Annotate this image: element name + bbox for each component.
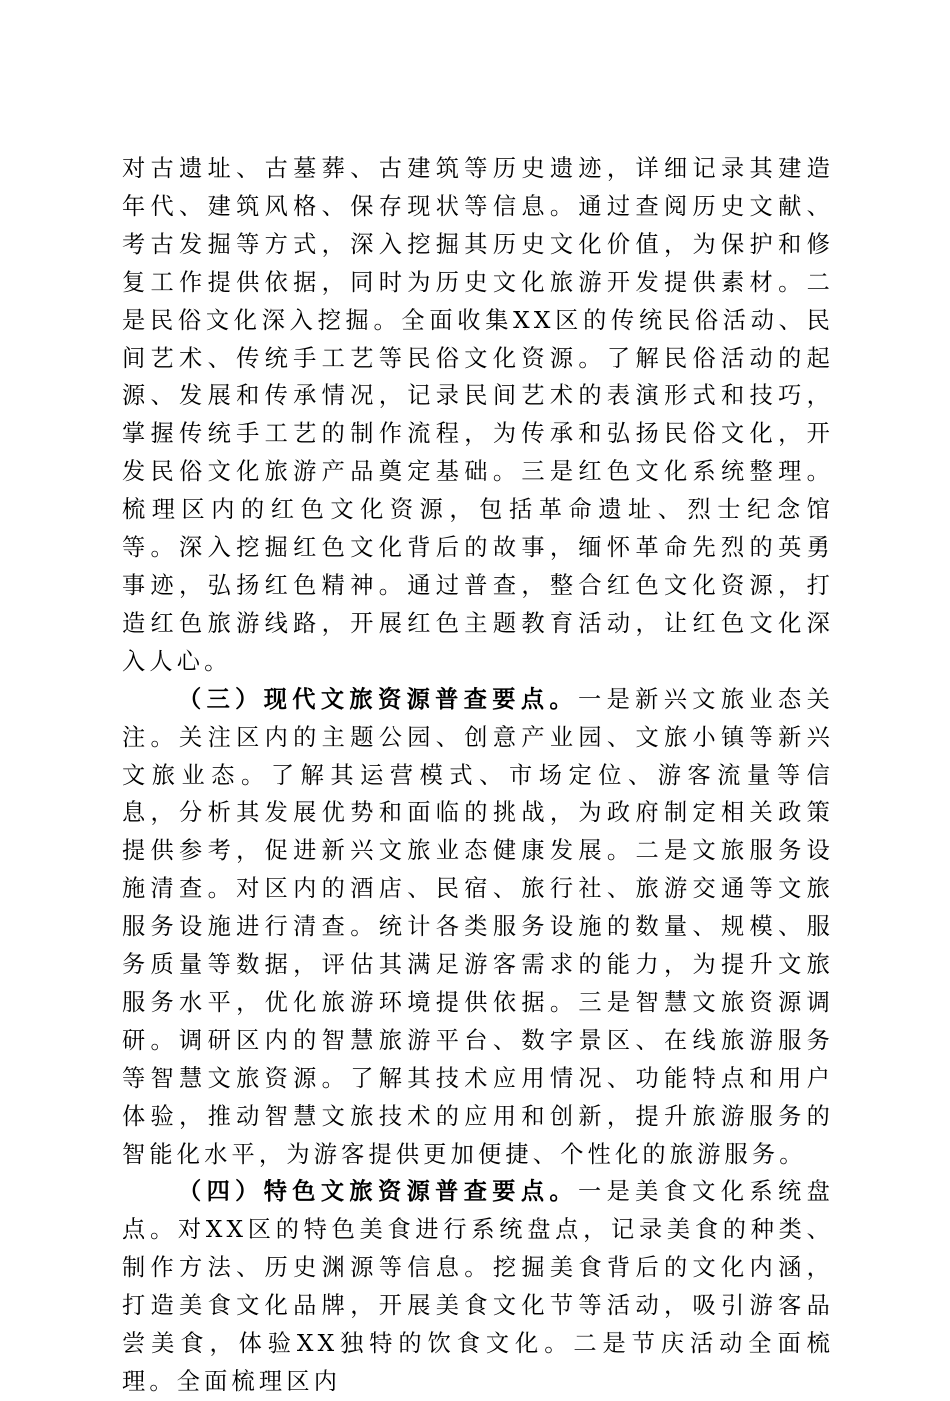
paragraph-section-3 (122, 681, 834, 1174)
paragraph-continuation (122, 150, 834, 681)
section-heading: （四）特色文旅资源普查要点。 (178, 1178, 579, 1206)
paragraph-text: 一是新兴文旅业态关注。关注区内的主题公园、创意产业园、文旅小镇等新兴文旅业态。了解其运营模式、市场定位、游客流量等信息，分析其发展优势和面临的挑战，为政府制定相关政策提供参考，促进新兴文旅业态健康发展。二是文旅服务设施清查。对区内的酒店、民宿、旅行社、旅游交通等文旅服务设施进行清查。统计各类服务设施的数量、规模、服务质量等数据，评估其满足游客需求的能力，为提升文旅服务水平，优化旅游环境提供依据。三是智慧文旅资源调研。调研区内的智慧旅游平台、数字景区、在线旅游服务等智慧文旅资源。了解其技术应用情况、功能特点和用户体验，推动智慧文旅技术的应用和创新，提升旅游服务的智能化水平，为游客提供更加便捷、个性化的旅游服务。 (122, 685, 834, 1168)
paragraph-section-4 (122, 1173, 834, 1400)
paragraph-text: 对古遗址、古墓葬、古建筑等历史遗迹，详细记录其建造年代、建筑风格、保存现状等信息。通过查阅历史文献、考古发掘等方式，深入挖掘其历史文化价值，为保护和修复工作提供依据，同时为历史文化旅游开发提供素材。二是民俗文化深入挖掘。全面收集XX区的传统民俗活动、民间艺术、传统手工艺等民俗文化资源。了解民俗活动的起源、发展和传承情况，记录民间艺术的表演形式和技巧，掌握传统手工艺的制作流程，为传承和弘扬民俗文化，开发民俗文化旅游产品奠定基础。三是红色文化系统整理。梳理区内的红色文化资源，包括革命遗址、烈士纪念馆等。深入挖掘红色文化背后的故事，缅怀革命先烈的英勇事迹，弘扬红色精神。通过普查，整合红色文化资源，打造红色旅游线路，开展红色主题教育活动，让红色文化深入人心。 (122, 155, 834, 675)
document-body (122, 150, 834, 1401)
section-heading: （三）现代文旅资源普查要点。 (178, 685, 579, 713)
paragraph-text: 一是美食文化系统盘点。对XX区的特色美食进行系统盘点，记录美食的种类、制作方法、历史渊源等信息。挖掘美食背后的文化内涵，打造美食文化品牌，开展美食文化节等活动，吸引游客品尝美食，体验XX独特的饮食文化。二是节庆活动全面梳理。全面梳理区内 (122, 1178, 834, 1395)
